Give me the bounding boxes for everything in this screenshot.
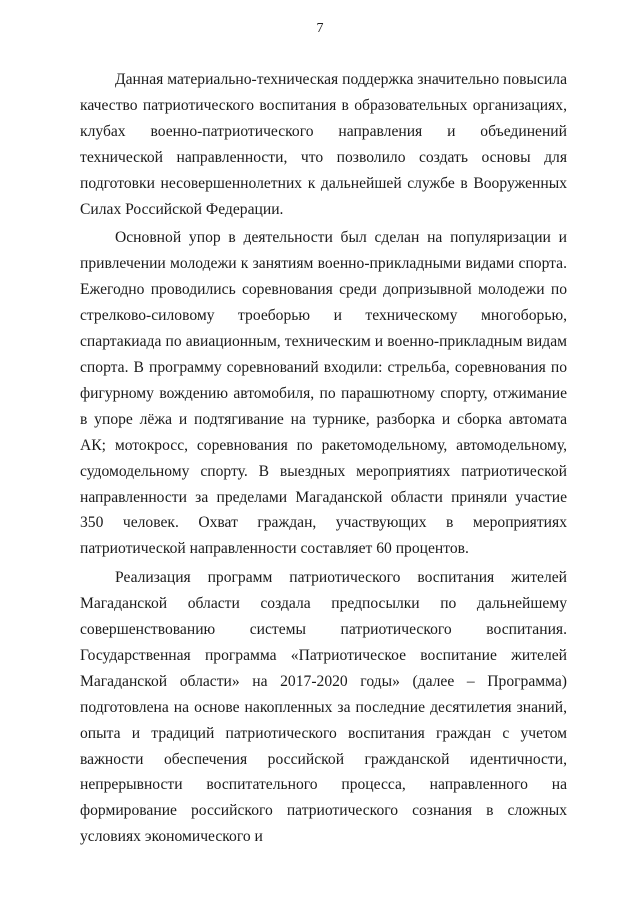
document-body — [80, 67, 567, 850]
paragraph-military-sports: Основной упор в деятельности был сделан на популяризации и привлечении молодежи к занятиям военно-прикладными видами спорта. Ежегодно проводились соревнования среди допризывной молодежи по стрелково-силовому троеборью и техническому многоборью, спартакиада по авиационным, техническим и военно-прикладным видам спорта. В программу соревнований входили: стрельба, соревнования по фигурному вождению автомобиля, по парашютному спорту, отжимание в упоре лёжа и подтягивание на турнике, разборка и сборка автомата АК; мотокросс, соревнования по ракетомодельному, автомодельному, судомодельному спорту. В выездных мероприятиях патриотической направленности за пределами Магаданской области приняли участие 350 человек. Охват граждан, участвующих в мероприятиях патриотической направленности составляет 60 процентов. — [80, 229, 567, 558]
paragraph-material-support: Данная материально-техническая поддержка значительно повысила качество патриотического воспитания в образовательных организациях, клубах военно-патриотического направления и объединений технической направленности, что позволило создать основы для подготовки несовершеннолетних к дальнейшей службе в Вооруженных Силах Российской Федерации. — [80, 71, 567, 218]
paragraph-program-implementation: Реализация программ патриотического воспитания жителей Магаданской области создала предпосылки по дальнейшему совершенствованию системы патриотического воспитания. Государственная программа «Патриотическое воспитание жителей Магаданской области» на 2017-2020 годы» (далее – Программа) подготовлена на основе накопленных за последние десятилетия знаний, опыта и традиций патриотического воспитания граждан с учетом важности обеспечения российской гражданской идентичности, непрерывности воспитательного процесса, направленного на формирование российского патриотического сознания в сложных условиях экономического и — [80, 569, 567, 846]
page-number: 7 — [316, 21, 324, 36]
